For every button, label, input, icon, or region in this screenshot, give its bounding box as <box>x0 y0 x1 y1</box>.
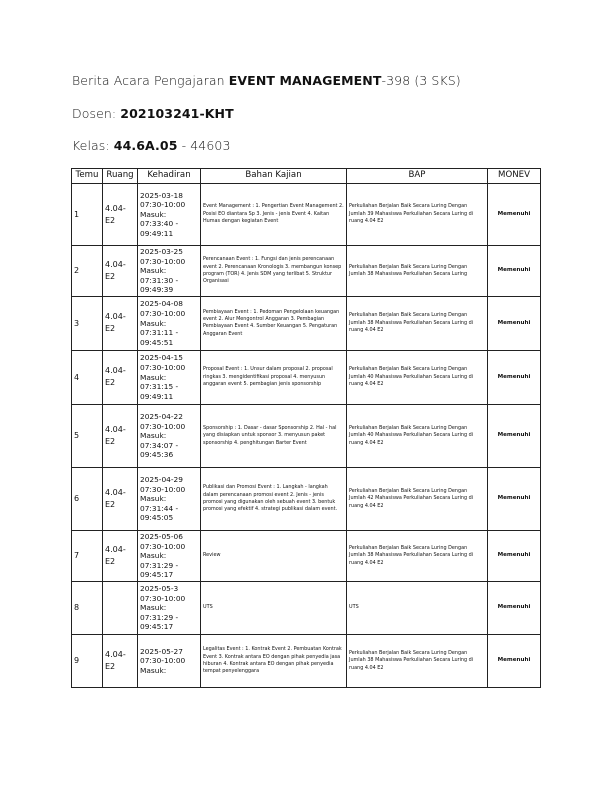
cell-bap: Perkuliahan Berjalan Baik Secara Luring Dengan Jumlah 39 Mahasiswa Perkuliahan Secara Luring di ruang 4.04 E2 <box>347 184 488 246</box>
course-code: -398 (3 SKS) <box>381 73 461 88</box>
cell-kehadiran: 2025-03-18 07:30-10:00 Masuk: 07:33:40 - 09:49:11 <box>138 184 201 246</box>
cell-ruang: 4.04-E2 <box>103 634 138 687</box>
col-header-temu: Temu <box>72 169 103 184</box>
table-row <box>72 350 541 404</box>
cell-bahan-kajian: Event Management : 1. Pengertian Event Management 2. Posisi EO diantara Sp 3. Jenis - jenis Event 4. Kaitan Humas dengan kegiatan Event <box>201 184 347 246</box>
cell-kehadiran: 2025-05-27 07:30-10:00 Masuk: <box>138 634 201 687</box>
document-title <box>72 73 461 88</box>
table-header-row <box>72 169 541 184</box>
cell-bahan-kajian: Review <box>201 530 347 581</box>
cell-ruang <box>103 581 138 634</box>
course-name: EVENT MANAGEMENT <box>228 73 382 88</box>
table-row <box>72 530 541 581</box>
cell-kehadiran: 2025-03-25 07:30-10:00 Masuk: 07:31:30 - 09:49:39 <box>138 246 201 297</box>
cell-temu: 9 <box>72 634 103 687</box>
lecturer-id: 202103241-KHT <box>120 106 234 121</box>
table-row <box>72 184 541 246</box>
col-header-kehadiran: Kehadiran <box>138 169 201 184</box>
attendance-table <box>71 168 541 688</box>
table-row <box>72 246 541 297</box>
cell-temu: 4 <box>72 350 103 404</box>
cell-ruang: 4.04-E2 <box>103 404 138 467</box>
cell-monev: Memenuhi <box>488 350 541 404</box>
cell-kehadiran: 2025-04-29 07:30-10:00 Masuk: 07:31:44 - 09:45:05 <box>138 467 201 530</box>
cell-monev: Memenuhi <box>488 467 541 530</box>
cell-ruang: 4.04-E2 <box>103 467 138 530</box>
cell-bap: Perkuliahan Berjalan Baik Secara Luring Dengan Jumlah 42 Mahasiswa Perkuliahan Secara Luring di ruang 4.04 E2 <box>347 467 488 530</box>
cell-bap: Perkuliahan Berjalan Baik Secara Luring Dengan Jumlah 38 Mahasiswa Perkuliahan Secara Luring <box>347 246 488 297</box>
cell-ruang: 4.04-E2 <box>103 530 138 581</box>
cell-kehadiran: 2025-04-15 07:30-10:00 Masuk: 07:31:15 - 09:49:11 <box>138 350 201 404</box>
lecturer-line <box>72 106 234 121</box>
cell-monev: Memenuhi <box>488 404 541 467</box>
cell-monev: Memenuhi <box>488 530 541 581</box>
col-header-monev: MONEV <box>488 169 541 184</box>
table-row <box>72 296 541 350</box>
class-code: - 44603 <box>177 138 231 153</box>
cell-monev: Memenuhi <box>488 581 541 634</box>
cell-temu: 5 <box>72 404 103 467</box>
cell-ruang: 4.04-E2 <box>103 296 138 350</box>
title-prefix: Berita Acara Pengajaran <box>72 73 229 88</box>
table-row <box>72 634 541 687</box>
table-row <box>72 467 541 530</box>
cell-bahan-kajian: Publikasi dan Promosi Event : 1. Langkah - langkah dalam perencanaan promosi event 2. Jenis - jenis promosi yang digunakan oleh sebuah event 3. bentuk promosi yang efektif 4. strategi publikasi dalam event. <box>201 467 347 530</box>
col-header-bap: BAP <box>347 169 488 184</box>
class-label: Kelas: <box>72 138 114 153</box>
cell-kehadiran: 2025-04-08 07:30-10:00 Masuk: 07:31:11 - 09:45:51 <box>138 296 201 350</box>
cell-temu: 7 <box>72 530 103 581</box>
lecturer-label: Dosen: <box>72 106 121 121</box>
cell-ruang: 4.04-E2 <box>103 184 138 246</box>
cell-bahan-kajian: Sponsorship : 1. Dasar - dasar Sponsorship 2. Hal - hal yang disiapkan untuk sponsor 3. menyusun paket sponsorship 4. penghitungan Barter Event <box>201 404 347 467</box>
cell-bap: Perkuliahan Berjalan Baik Secara Luring Dengan Jumlah 38 Mahasiswa Perkuliahan Secara Luring di ruang 4.04 E2 <box>347 296 488 350</box>
cell-bahan-kajian: Proposal Event : 1. Unsur dalam proposal 2. proposal ringkas 3. mengidentifikasi proposal 4. menyusun anggaran event 5. pembagian jenis sponsorship <box>201 350 347 404</box>
class-id: 44.6A.05 <box>113 138 178 153</box>
col-header-ruang: Ruang <box>103 169 138 184</box>
cell-bahan-kajian: Pembiayaan Event : 1. Pedoman Pengelolaan keuangan event 2. Alur Mengontrol Anggaran 3. Pembagian Pembiayaan Event 4. Sumber Keuangan 5. Pengaturan Anggaran Event <box>201 296 347 350</box>
cell-bahan-kajian: UTS <box>201 581 347 634</box>
cell-bap: UTS <box>347 581 488 634</box>
cell-temu: 6 <box>72 467 103 530</box>
cell-bahan-kajian: Perencanaan Event : 1. Fungsi dan jenis perencanaan event 2. Perencanaan Kronologis 3. membangun konsep program (TOR) 4. Jenis SDM yang terlibat 5. Struktur Organisasi <box>201 246 347 297</box>
cell-bap: Perkuliahan Berjalan Baik Secara Luring Dengan Jumlah 38 Mahasiswa Perkuliahan Secara Luring di ruang 4.04 E2 <box>347 634 488 687</box>
cell-monev: Memenuhi <box>488 634 541 687</box>
cell-temu: 8 <box>72 581 103 634</box>
cell-kehadiran: 2025-05-06 07:30-10:00 Masuk: 07:31:29 - 09:45:17 <box>138 530 201 581</box>
cell-monev: Memenuhi <box>488 184 541 246</box>
class-line <box>72 138 231 153</box>
cell-monev: Memenuhi <box>488 246 541 297</box>
cell-kehadiran: 2025-04-22 07:30-10:00 Masuk: 07:34:07 - 09:45:36 <box>138 404 201 467</box>
cell-temu: 3 <box>72 296 103 350</box>
cell-ruang: 4.04-E2 <box>103 350 138 404</box>
cell-bap: Perkuliahan Berjalan Baik Secara Luring Dengan Jumlah 40 Mahasiswa Perkuliahan Secara Luring di ruang 4.04 E2 <box>347 350 488 404</box>
table-row <box>72 404 541 467</box>
cell-bap: Perkuliahan Berjalan Baik Secara Luring Dengan Jumlah 38 Mahasiswa Perkuliahan Secara Luring di ruang 4.04 E2 <box>347 530 488 581</box>
table-row <box>72 581 541 634</box>
cell-bap: Perkuliahan Berjalan Baik Secara Luring Dengan Jumlah 40 Mahasiswa Perkuliahan Secara Luring di ruang 4.04 E2 <box>347 404 488 467</box>
cell-bahan-kajian: Legalitas Event : 1. Kontrak Event 2. Pembuatan Kontrak Event 3. Kontrak antara EO dengan pihak penyedia jasa hiburan 4. Kontrak antara EO dengan pihak penyedia tempat penyelenggara <box>201 634 347 687</box>
cell-kehadiran: 2025-05-3 07:30-10:00 Masuk: 07:31:29 - 09:45:17 <box>138 581 201 634</box>
cell-temu: 2 <box>72 246 103 297</box>
col-header-bahan-kajian: Bahan Kajian <box>201 169 347 184</box>
cell-temu: 1 <box>72 184 103 246</box>
cell-monev: Memenuhi <box>488 296 541 350</box>
cell-ruang: 4.04-E2 <box>103 246 138 297</box>
